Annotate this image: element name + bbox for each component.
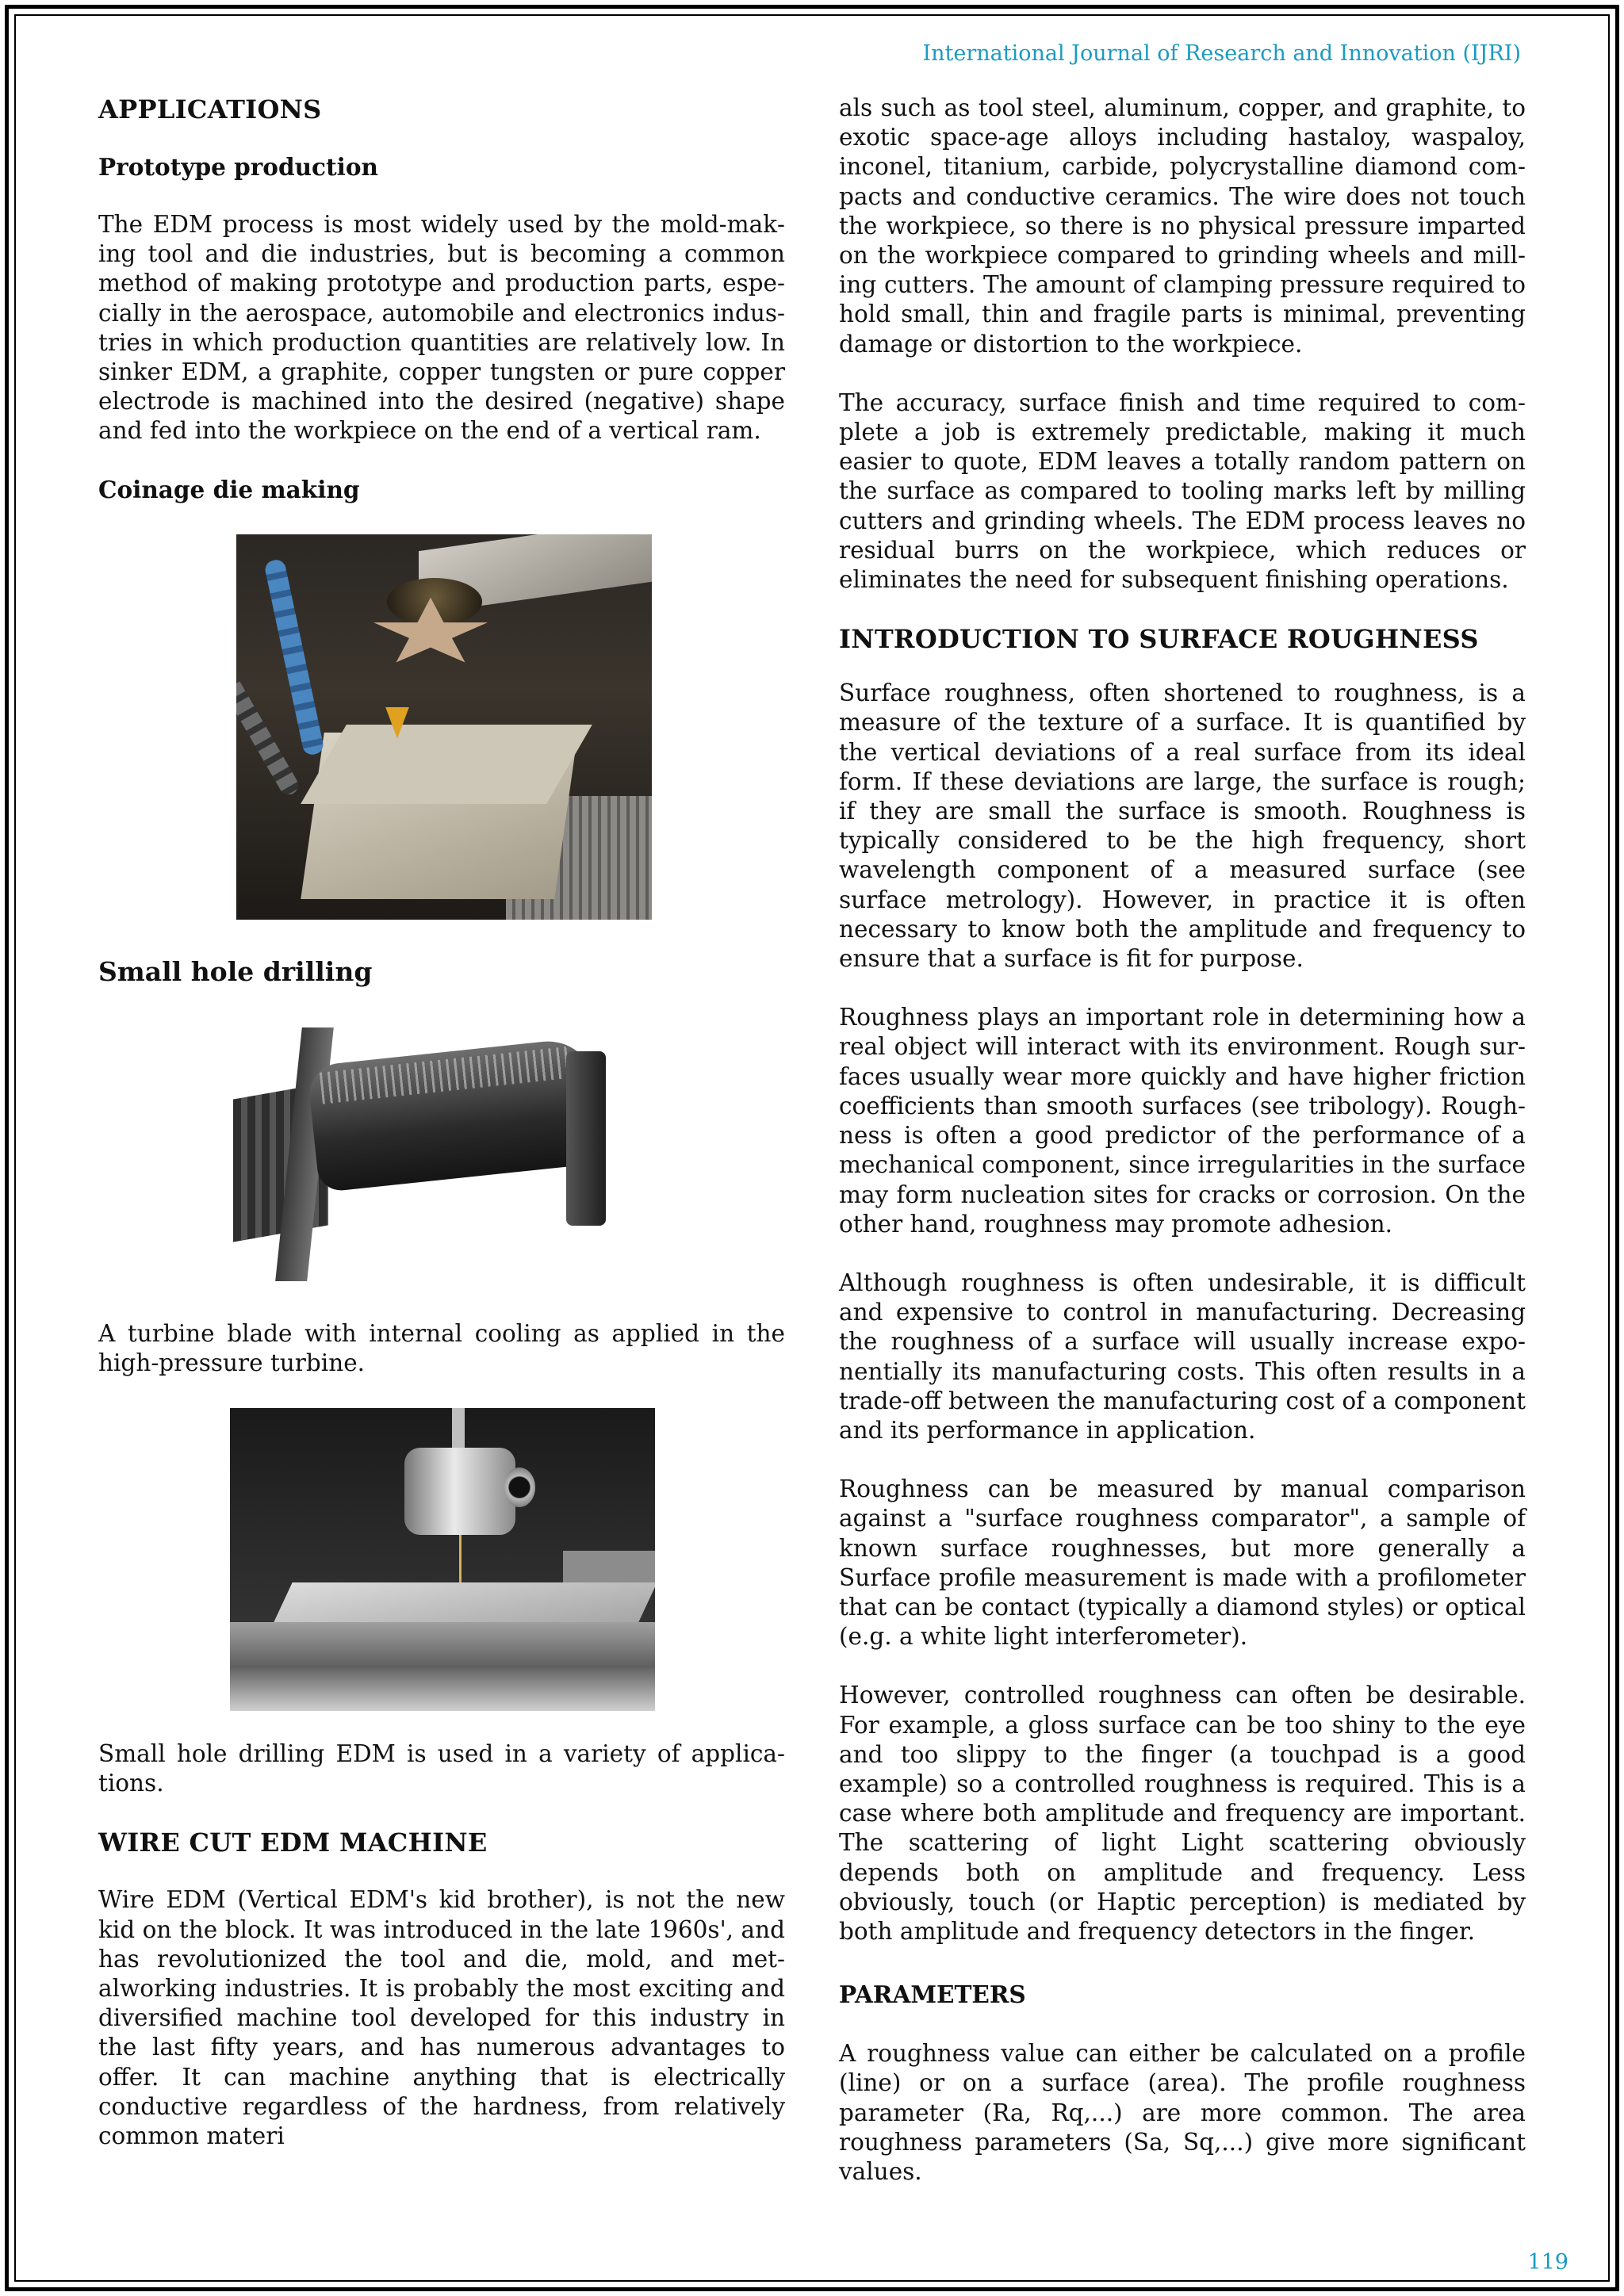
paragraph-wire-edm: Wire EDM (Vertical EDM's kid brother), is not the new kid on the block. It was introduced in the late 1960s', and has revolutionized the tool and die, mold, and metalworking industries. It is probably the most exciting and diversified machine tool developed for this industry in the last fifty years, and has numerous advantages to offer. It can machine anything that is electrically conductive regardless of the hardness, from relatively common materi — [98, 1886, 785, 2150]
coinage-die-photo — [236, 534, 652, 920]
paragraph-roughness-definition: Surface roughness, often shortened to roughness, is a measure of the texture of a surface. It is quantified by the vertical deviations of a real surface from its ideal form. If these deviations are large, the surface is rough; if they are small the surface is smooth. Roughness is typically considered to be the high frequency, short wavelength component of a measured surface (see surface metrology). However, in practice it is often necessary to know both the amplitude and frequency to ensure that a surface is fit for purpose. — [839, 679, 1526, 973]
turbine-blade-image — [193, 1004, 701, 1289]
page-number: 119 — [1527, 2250, 1568, 2275]
heading-wire-cut-edm: WIRE CUT EDM MACHINE — [98, 1827, 488, 1858]
paragraph-accuracy: The accuracy, surface finish and time required to complete a job is extremely predictable, making it much easier to quote, EDM leaves a totally random pattern on the surface as compared to tooling marks left by milling cutters and grinding wheels. The EDM process leaves no residual burrs on the workpiece, which reduces or eliminates the need for subsequent finishing operations. — [839, 388, 1526, 594]
paragraph-parameters: A roughness value can either be calculated on a profile (line) or on a surface (area). The profile roughness parameter (Ra, Rq,...) are more common. The area roughness parameters (Sa, Sq,...) give more significant values. — [839, 2040, 1526, 2185]
caption-small-hole: Small hole drilling EDM is used in a variety of applications. — [98, 1740, 785, 1797]
heading-applications: APPLICATIONS — [98, 94, 322, 124]
journal-header: International Journal of Research and Innovation (IJRI) — [922, 41, 1521, 66]
paragraph-wire-edm-continued: als such as tool steel, aluminum, copper, and graphite, to exotic space-age alloys including hastaloy, waspaloy, inconel, titanium, carbide, polycrystalline diamond compacts and conductive ceramics. The wire does not touch the workpiece, so there is no physical pressure imparted on the workpiece compared to grinding wheels and milling cutters. The amount of clamping pressure required to hold small, thin and fragile parts is minimal, preventing damage or distortion to the workpiece. — [839, 94, 1526, 358]
heading-coinage-die-making: Coinage die making — [98, 475, 360, 503]
paragraph-controlled-roughness: However, controlled roughness can often be desirable. For example, a gloss surface can be too shiny to the eye and too slippy to the finger (a touchpad is a good example) so a controlled roughness is required. This is a case where both amplitude and frequency are important. The scattering of light Light scattering obviously depends both on amplitude and frequency. Less obviously, touch (or Haptic perception) is mediated by both amplitude and frequency detectors in the finger. — [839, 1682, 1526, 1945]
small-hole-drilling-photo — [230, 1408, 655, 1711]
paragraph-roughness-role: Roughness plays an important role in determining how a real object will interact with its environment. Rough surfaces usually wear more quickly and have higher friction coefficients than smooth surfaces (see tribology). Roughness is often a good predictor of the performance of a mechanical component, since irregularities in the surface may form nucleation sites for cracks or corrosion. On the other hand, roughness may promote adhesion. — [839, 1004, 1526, 1238]
paragraph-prototype: The EDM process is most widely used by the mold-making tool and die industries, but is becoming a common method of making prototype and production parts, especially in the aerospace, automobile and electronics industries in which production quantities are relatively low. In sinker EDM, a graphite, copper tungsten or pure copper electrode is machined into the desired (negative) shape and fed into the workpiece on the end of a vertical ram. — [98, 211, 785, 445]
left-column — [98, 90, 785, 2151]
heading-small-hole-drilling: Small hole drilling — [98, 955, 373, 987]
heading-prototype-production: Prototype production — [98, 153, 378, 181]
right-column — [839, 90, 1526, 2187]
heading-parameters: PARAMETERS — [839, 1980, 1026, 2009]
caption-turbine-blade: A turbine blade with internal cooling as applied in the high-pressure turbine. — [98, 1319, 785, 1376]
heading-introduction-surface-roughness: INTRODUCTION TO SURFACE ROUGHNESS — [839, 624, 1479, 655]
paragraph-roughness-cost: Although roughness is often undesirable, it is difficult and expensive to control in manufacturing. Decreasing the roughness of a surface will usually increase exponentially its manufacturing costs. This often results in a trade-off between the manufacturing cost of a component and its performance in application. — [839, 1269, 1526, 1444]
paragraph-roughness-measurement: Roughness can be measured by manual comparison against a "surface roughness comparator", a sample of known surface roughnesses, but more generally a Surface profile measurement is made with a profilometer that can be contact (typically a diamond styles) or optical (e.g. a white light interferometer). — [839, 1475, 1526, 1651]
